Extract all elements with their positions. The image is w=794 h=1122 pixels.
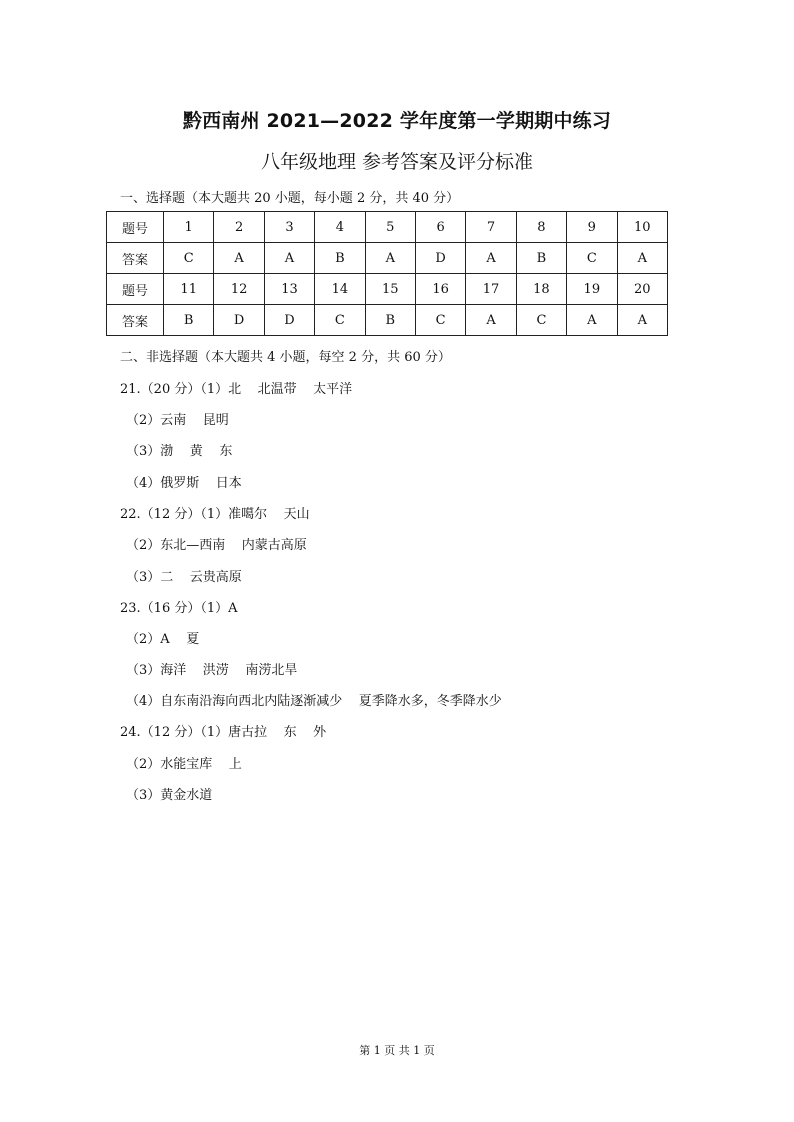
table-row-numbers-2 <box>107 274 668 305</box>
row-label: 答案 <box>107 243 164 274</box>
answer-cell: D <box>264 305 314 336</box>
answer-cell: A <box>617 243 667 274</box>
answer-table <box>106 211 668 336</box>
answer-line: （2）水能宝库 上 <box>126 757 242 772</box>
question-number: 1 <box>164 212 214 243</box>
answer-line: （2）云南 昆明 <box>126 413 229 428</box>
section-heading-nonchoice: 二、非选择题（本大题共 4 小题，每空 2 分，共 60 分） <box>120 350 451 365</box>
question-number: 17 <box>466 274 516 305</box>
answer-cell: B <box>164 305 214 336</box>
page-subtitle: 八年级地理 参考答案及评分标准 <box>260 151 534 173</box>
table-row-answers-2 <box>107 305 668 336</box>
answer-line: （3）二 云贵高原 <box>126 570 242 585</box>
question-number: 4 <box>315 212 365 243</box>
answer-cell: B <box>315 243 365 274</box>
page-title: 黔西南州 2021—2022 学年度第一学期期中练习 <box>182 110 612 132</box>
answer-line: 24.（12 分）（1）唐古拉 东 外 <box>120 725 327 740</box>
answer-cell: A <box>617 305 667 336</box>
answer-cell: A <box>365 243 415 274</box>
question-number: 10 <box>617 212 667 243</box>
question-number: 14 <box>315 274 365 305</box>
answer-line: 22.（12 分）（1）准噶尔 天山 <box>120 507 310 522</box>
answer-line: 23.（16 分）（1）A <box>120 601 238 616</box>
answer-line: （4）自东南沿海向西北内陆逐渐减少 夏季降水多，冬季降水少 <box>126 694 502 709</box>
answer-cell: A <box>264 243 314 274</box>
question-number: 16 <box>415 274 465 305</box>
answer-line: （3）海洋 洪涝 南涝北旱 <box>126 663 298 678</box>
answer-cell: A <box>466 305 516 336</box>
answer-line: （3）黄金水道 <box>126 788 213 803</box>
question-number: 5 <box>365 212 415 243</box>
answer-line: （2）东北—西南 内蒙古高原 <box>126 538 307 553</box>
question-number: 9 <box>567 212 617 243</box>
question-number: 8 <box>516 212 566 243</box>
answer-cell: D <box>214 305 264 336</box>
table-row-answers-1 <box>107 243 668 274</box>
answer-cell: C <box>164 243 214 274</box>
row-label: 题号 <box>107 212 164 243</box>
question-number: 15 <box>365 274 415 305</box>
question-number: 19 <box>567 274 617 305</box>
answer-cell: A <box>214 243 264 274</box>
question-number: 13 <box>264 274 314 305</box>
question-number: 2 <box>214 212 264 243</box>
question-number: 18 <box>516 274 566 305</box>
answer-cell: B <box>365 305 415 336</box>
answer-cell: B <box>516 243 566 274</box>
question-number: 12 <box>214 274 264 305</box>
table-row-numbers-1 <box>107 212 668 243</box>
answer-line: （3）渤 黄 东 <box>126 444 233 459</box>
question-number: 20 <box>617 274 667 305</box>
section-heading-choice: 一、选择题（本大题共 20 小题，每小题 2 分，共 40 分） <box>120 191 460 206</box>
question-number: 7 <box>466 212 516 243</box>
answer-cell: C <box>415 305 465 336</box>
answer-cell: D <box>415 243 465 274</box>
answer-line: （2）A 夏 <box>126 632 200 647</box>
row-label: 答案 <box>107 305 164 336</box>
question-number: 11 <box>164 274 214 305</box>
question-number: 3 <box>264 212 314 243</box>
answer-cell: C <box>567 243 617 274</box>
page-footer: 第 1 页 共 1 页 <box>359 1044 435 1057</box>
answer-line: （4）俄罗斯 日本 <box>126 476 242 491</box>
answer-line: 21.（20 分）（1）北 北温带 太平洋 <box>120 382 353 397</box>
row-label: 题号 <box>107 274 164 305</box>
answer-cell: C <box>516 305 566 336</box>
answer-cell: A <box>466 243 516 274</box>
question-number: 6 <box>415 212 465 243</box>
answer-cell: A <box>567 305 617 336</box>
answer-cell: C <box>315 305 365 336</box>
